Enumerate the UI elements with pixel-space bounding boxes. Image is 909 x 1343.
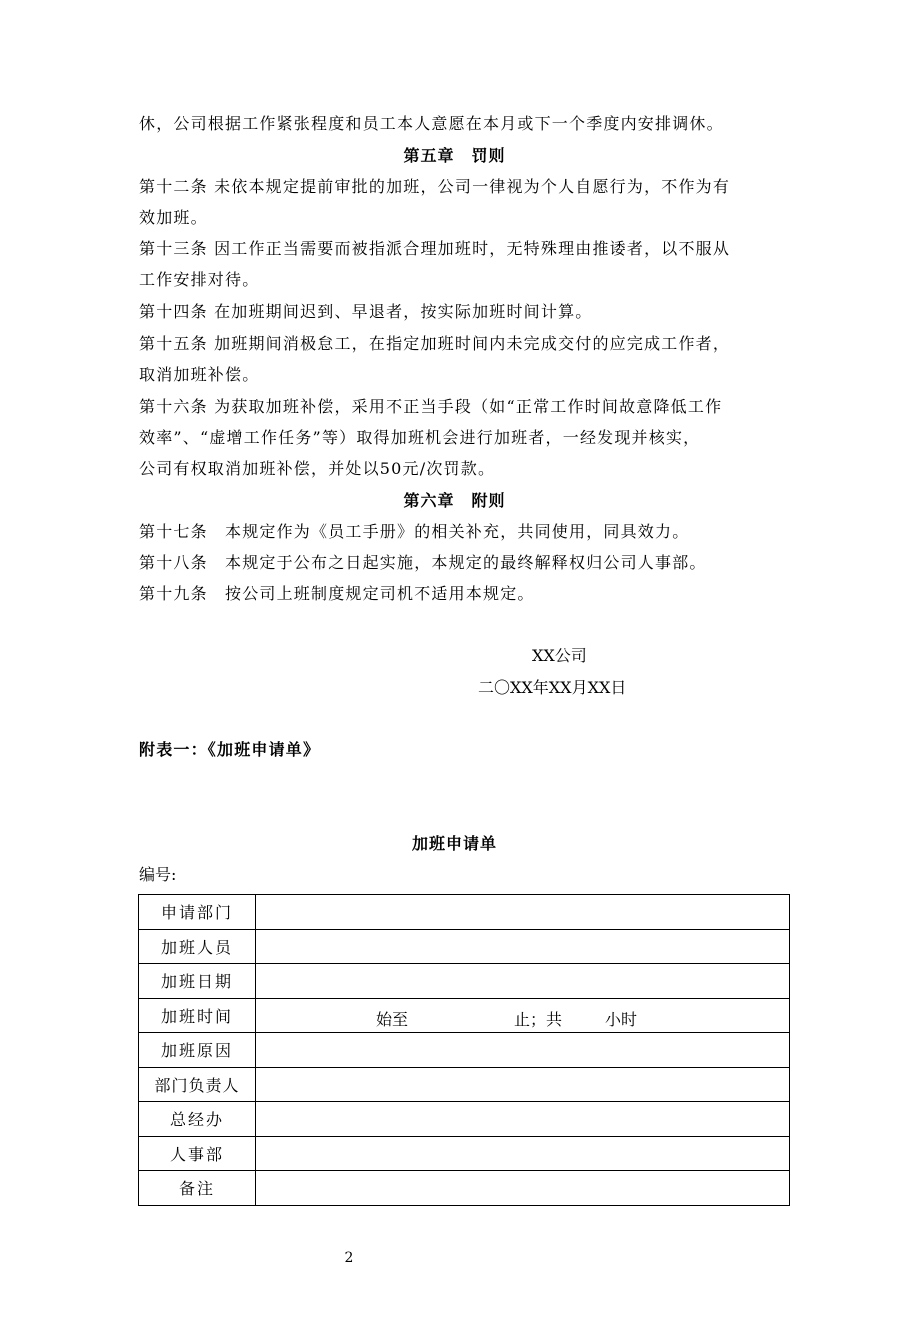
article-15-line-1: 第十五条 加班期间消极怠工，在指定加班时间内未完成交付的应完成工作者， xyxy=(139,334,731,353)
form-row-label: 加班日期 xyxy=(139,964,256,999)
time-unit-label: 小时 xyxy=(605,1009,638,1029)
article-19-line: 第十九条 按公司上班制度规定司机不适用本规定。 xyxy=(139,584,535,603)
time-from-label: 始至 xyxy=(376,1009,409,1029)
form-row xyxy=(139,929,790,964)
form-field-time[interactable] xyxy=(256,998,790,1033)
form-field-staff[interactable] xyxy=(256,929,790,964)
form-row-label: 人事部 xyxy=(139,1136,256,1171)
form-field-gm-office[interactable] xyxy=(256,1102,790,1137)
form-row xyxy=(139,895,790,930)
form-field-remarks[interactable] xyxy=(256,1171,790,1206)
form-field-date[interactable] xyxy=(256,964,790,999)
chapter-5-heading: 第五章 罚则 xyxy=(403,146,506,165)
article-16-line-2: 效率”、“虚增工作任务”等）取得加班机会进行加班者，一经发现并核实， xyxy=(139,428,701,447)
appendix-title: 附表一：《加班申请单》 xyxy=(139,740,321,759)
article-16-line-3: 公司有权取消加班补偿，并处以50元/次罚款。 xyxy=(139,459,496,478)
form-row-label: 申请部门 xyxy=(139,895,256,930)
form-row-label: 加班原因 xyxy=(139,1033,256,1068)
article-15-line-2: 取消加班补偿。 xyxy=(139,365,260,384)
form-field-department[interactable] xyxy=(256,895,790,930)
form-title: 加班申请单 xyxy=(411,834,497,853)
article-14-line: 第十四条 在加班期间迟到、早退者，按实际加班时间计算。 xyxy=(139,302,593,321)
form-row xyxy=(139,1033,790,1068)
chapter-6-heading: 第六章 附则 xyxy=(403,491,506,510)
form-row-label: 备注 xyxy=(139,1171,256,1206)
paragraph-line: 休，公司根据工作紧张程度和员工本人意愿在本月或下一个季度内安排调休。 xyxy=(139,114,724,133)
form-row-label: 总经办 xyxy=(139,1102,256,1137)
article-13-line-2: 工作安排对待。 xyxy=(139,270,260,289)
article-12-line-1: 第十二条 未依本规定提前审批的加班，公司一律视为个人自愿行为，不作为有 xyxy=(139,177,731,196)
form-row xyxy=(139,964,790,999)
article-16-line-1: 第十六条 为获取加班补偿，采用不正当手段（如“正常工作时间故意降低工作 xyxy=(139,397,723,416)
time-to-label: 止；共 xyxy=(514,1009,563,1029)
form-row xyxy=(139,1171,790,1206)
article-13-line-1: 第十三条 因工作正当需要而被指派合理加班时，无特殊理由推诿者，以不服从 xyxy=(139,239,731,258)
form-row xyxy=(139,998,790,1033)
overtime-application-form xyxy=(138,894,790,1206)
form-number-label: 编号: xyxy=(139,865,177,884)
article-17-line: 第十七条 本规定作为《员工手册》的相关补充，共同使用，同具效力。 xyxy=(139,522,690,541)
form-row-label: 部门负责人 xyxy=(139,1067,256,1102)
form-field-dept-head[interactable] xyxy=(256,1067,790,1102)
article-12-line-2: 效加班。 xyxy=(139,208,208,227)
form-row xyxy=(139,1067,790,1102)
form-row-label: 加班时间 xyxy=(139,998,256,1033)
form-field-hr[interactable] xyxy=(256,1136,790,1171)
form-row xyxy=(139,1102,790,1137)
form-row-label: 加班人员 xyxy=(139,929,256,964)
form-row xyxy=(139,1136,790,1171)
company-signature: XX公司 xyxy=(532,646,587,665)
page-number: 2 xyxy=(344,1250,354,1266)
signature-date: 二〇XX年XX月XX日 xyxy=(478,678,627,697)
article-18-line: 第十八条 本规定于公布之日起实施，本规定的最终解释权归公司人事部。 xyxy=(139,553,707,572)
form-field-reason[interactable] xyxy=(256,1033,790,1068)
